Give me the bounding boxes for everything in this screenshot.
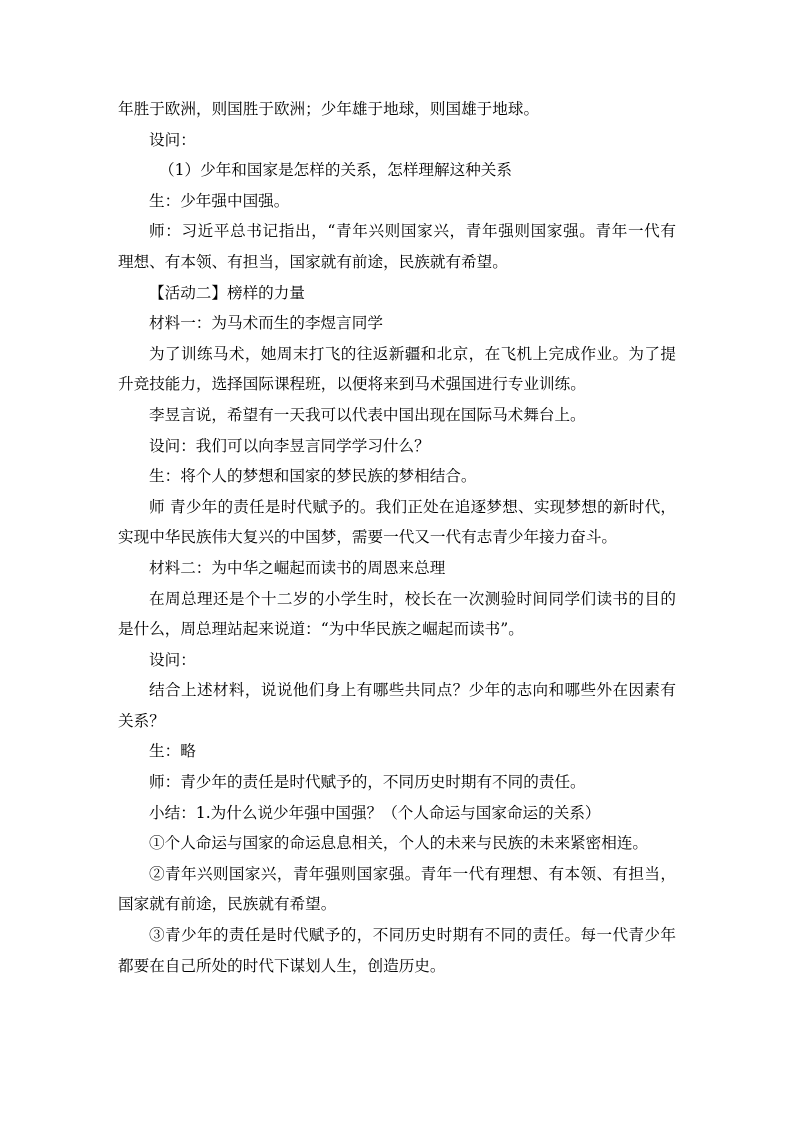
text-line-13: 生：将个人的梦想和国家的梦民族的梦相结合。 — [149, 467, 477, 486]
text-line-26: ②青年兴则国家兴，青年强则国家强。青年一代有理想、有本领、有担当， — [149, 864, 676, 883]
text-line-1: 年胜于欧洲，则国胜于欧洲；少年雄于地球，则国雄于地球。 — [118, 100, 540, 118]
text-line-8: 材料一：为马术而生的李煜言同学 — [149, 314, 383, 333]
document-body — [118, 94, 676, 981]
text-line-5: 师：习近平总书记指出，“青年兴则国家兴，青年强则国家强。青年一代有 — [149, 222, 676, 241]
text-line-23: 师：青少年的责任是时代赋予的，不同历史时期有不同的责任。 — [149, 773, 586, 792]
summary-heading: 小结：1.为什么说少年强中国强？（个人命运与国家命运的关系） — [149, 803, 601, 822]
text-line-16: 材料二：为中华之崛起而读书的周恩来总理 — [149, 558, 446, 577]
text-line-22: 生：略 — [149, 742, 196, 761]
text-line-15: 实现中华民族伟大复兴的中国梦，需要一代又一代有志青少年接力奋斗。 — [118, 528, 618, 547]
text-line-4: 生：少年强中国强。 — [149, 191, 290, 210]
text-line-3: （1）少年和国家是怎样的关系，怎样理解这种关系 — [159, 161, 512, 180]
text-line-25: ①个人命运与国家的命运息息相关，个人的未来与民族的未来紧密相连。 — [149, 834, 649, 853]
text-line-6: 理想、有本领、有担当，国家就有前途，民族就有希望。 — [118, 252, 508, 271]
text-line-17: 在周总理还是个十二岁的小学生时，校长在一次测验时间同学们读书的目的 — [149, 589, 676, 608]
text-line-12: 设问：我们可以向李昱言同学学习什么？ — [149, 436, 430, 455]
text-line-2: 设问： — [149, 130, 196, 149]
text-line-27: 国家就有前途，民族就有希望。 — [118, 895, 337, 914]
text-line-19: 设问： — [149, 650, 196, 669]
text-line-10: 升竞技能力，选择国际课程班，以便将来到马术强国进行专业训练。 — [118, 375, 586, 394]
text-line-21: 关系？ — [118, 711, 165, 730]
text-line-11: 李昱言说，希望有一天我可以代表中国出现在国际马术舞台上。 — [149, 405, 586, 424]
section-heading-activity-2: 【活动二】榜样的力量 — [149, 283, 305, 302]
text-line-20: 结合上述材料，说说他们身上有哪些共同点？少年的志向和哪些外在因素有 — [149, 681, 676, 700]
text-line-9: 为了训练马术，她周末打飞的往返新疆和北京，在飞机上完成作业。为了提 — [149, 344, 676, 363]
text-line-18: 是什么，周总理站起来说道：“为中华民族之崛起而读书”。 — [118, 620, 524, 639]
text-line-29: 都要在自己所处的时代下谋划人生，创造历史。 — [118, 956, 446, 975]
text-line-28: ③青少年的责任是时代赋予的，不同历史时期有不同的责任。每一代青少年 — [149, 926, 676, 945]
text-line-14: 师 青少年的责任是时代赋予的。我们正处在追逐梦想、实现梦想的新时代， — [149, 497, 676, 516]
